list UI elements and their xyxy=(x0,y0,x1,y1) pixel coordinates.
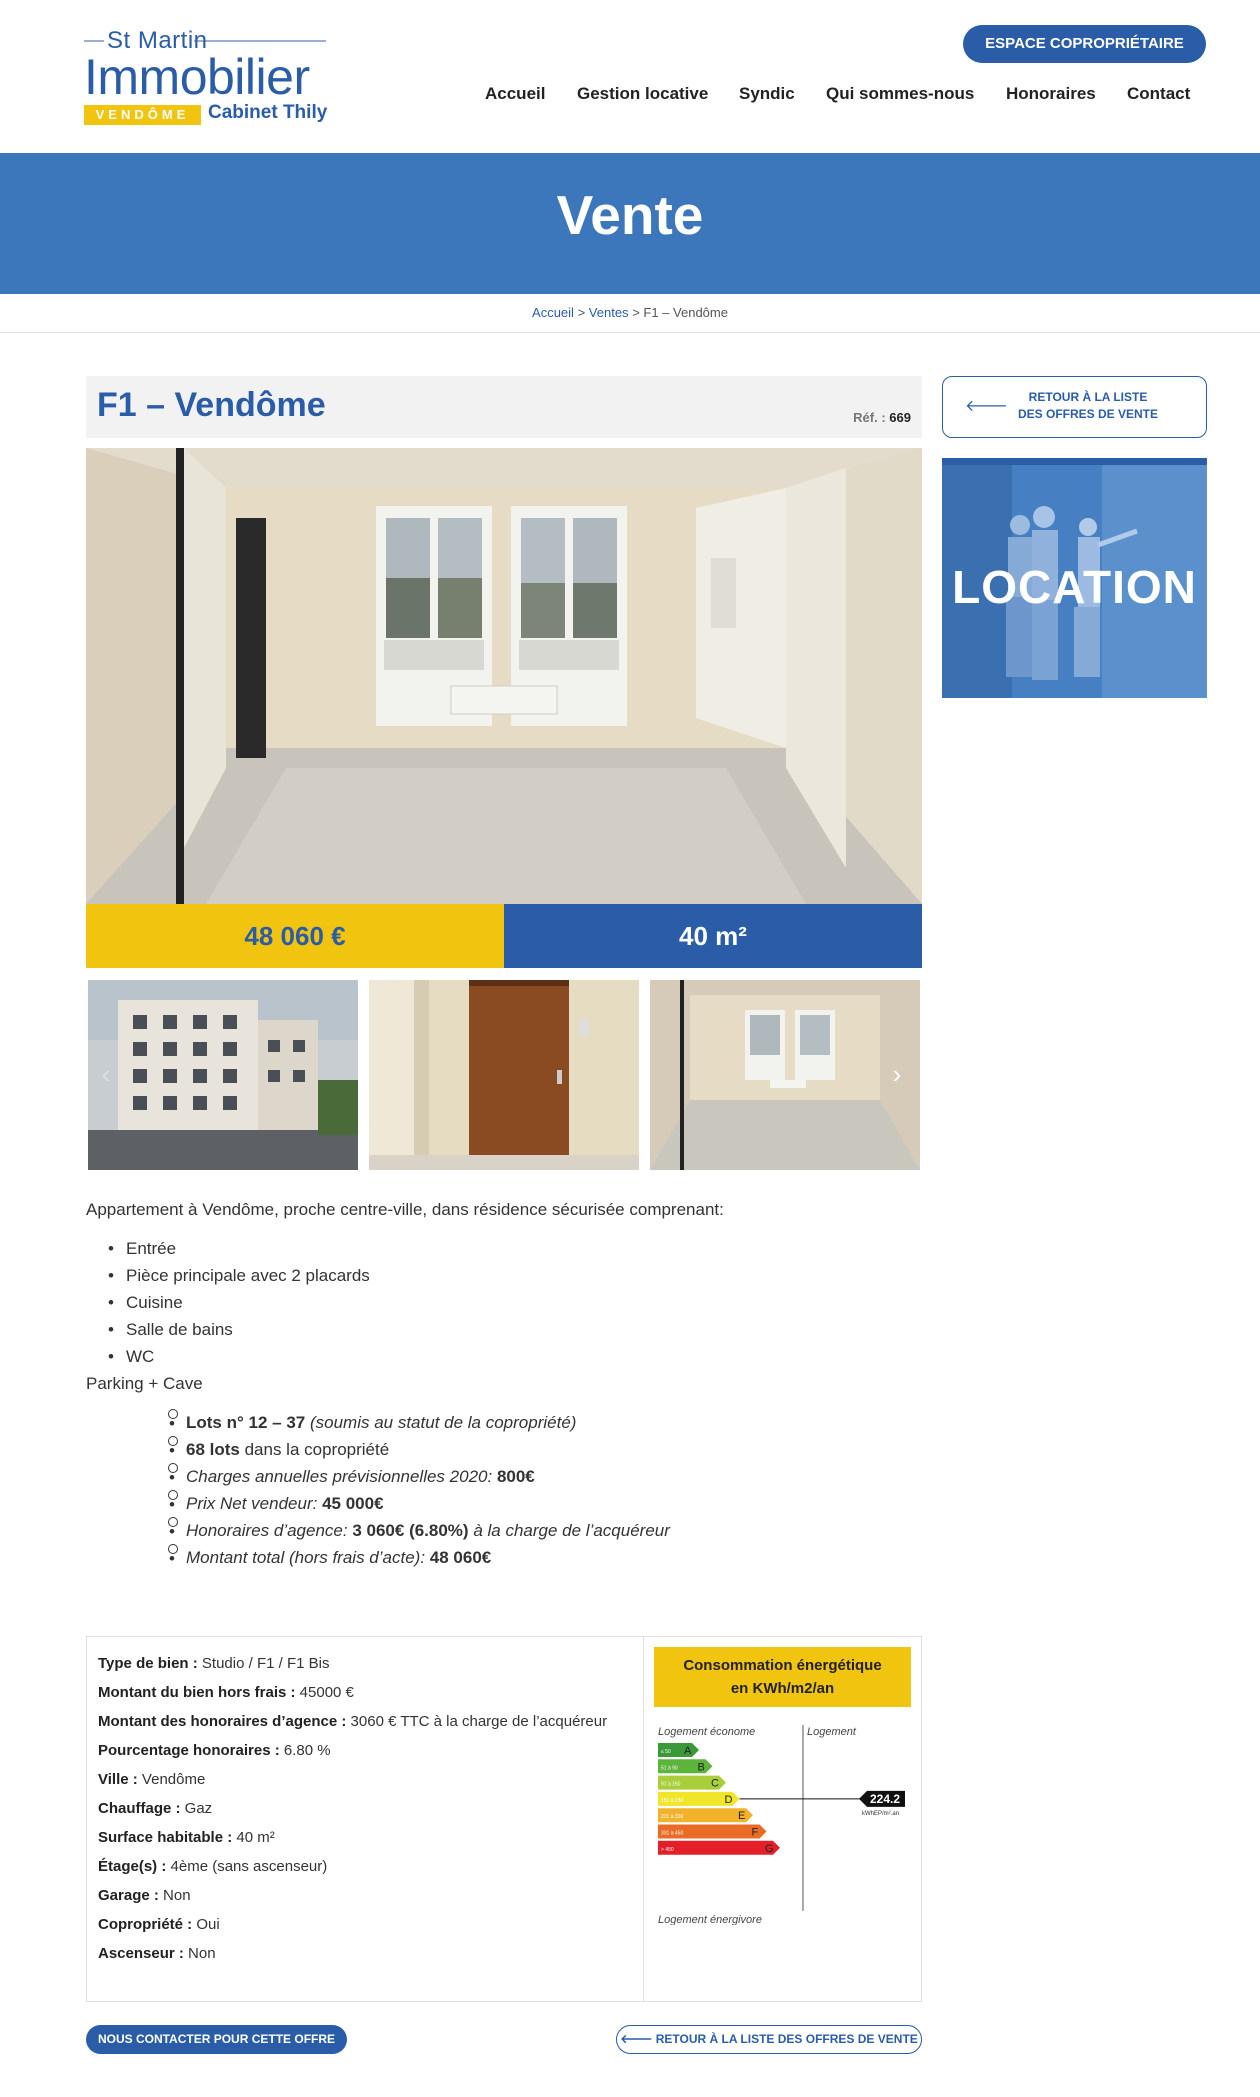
energy-heading xyxy=(654,1647,911,1707)
net-price-label: Prix Net vendeur: xyxy=(186,1494,318,1513)
contact-offer-button[interactable]: NOUS CONTACTER POUR CETTE OFFRE xyxy=(86,2025,347,2054)
total-value: 48 060€ xyxy=(429,1548,492,1567)
detail-key: Copropriété : xyxy=(98,1916,193,1933)
energy-bar-letter: B xyxy=(697,1761,705,1774)
energy-bar-range: 51 à 90 xyxy=(661,1765,678,1772)
room-item: • Salle de bains xyxy=(86,1316,922,1343)
energy-unit: kWhEP/m².an xyxy=(862,1810,900,1817)
energy-bar-g xyxy=(658,1841,780,1855)
nav-contact[interactable]: Contact xyxy=(1127,84,1191,103)
breadcrumb xyxy=(0,305,1260,320)
room-item: • Cuisine xyxy=(86,1289,922,1316)
detail-row xyxy=(98,1881,638,1910)
net-price-value: 45 000€ xyxy=(322,1494,384,1513)
breadcrumb-home[interactable]: Accueil xyxy=(532,305,574,320)
description-extras: Parking + Cave xyxy=(86,1374,203,1393)
fees-value: 3 060€ (6.80%) xyxy=(352,1521,469,1540)
site-header xyxy=(0,0,1260,153)
charges-label: Charges annuelles prévisionnelles 2020: xyxy=(186,1467,493,1486)
rooms-list xyxy=(86,1235,922,1370)
energy-bar-letter: C xyxy=(711,1777,719,1790)
detail-row xyxy=(98,1736,638,1765)
energy-econome-label: Logement économe xyxy=(658,1726,756,1738)
lots-count: 68 lots xyxy=(186,1440,240,1459)
detail-row xyxy=(98,1939,638,1968)
detail-key: Ville : xyxy=(98,1771,138,1788)
detail-value: Studio / F1 / F1 Bis xyxy=(201,1655,330,1672)
back-to-list-label: RETOUR À LA LISTE DES OFFRES DE VENTE xyxy=(655,2032,918,2046)
detail-value: 4ème (sans ascenseur) xyxy=(170,1858,328,1875)
sidebar-back-button[interactable] xyxy=(942,376,1207,438)
sidebar-back-line2: DES OFFRES DE VENTE xyxy=(1017,407,1159,421)
energy-title-line1: Consommation énergétique xyxy=(683,1657,882,1674)
detail-value: 40 m² xyxy=(236,1829,275,1846)
energy-title-line2: en KWh/m2/an xyxy=(730,1680,835,1697)
nav-honoraires[interactable]: Honoraires xyxy=(1006,84,1096,103)
room-item: • Entrée xyxy=(86,1235,922,1262)
detail-row xyxy=(98,1910,638,1939)
espace-coproprietaire-button[interactable]: ESPACE COPROPRIÉTAIRE xyxy=(963,25,1206,63)
detail-key: Montant des honoraires d’agence : xyxy=(98,1713,347,1730)
detail-row xyxy=(98,1678,638,1707)
back-to-list-button[interactable] xyxy=(616,2025,922,2054)
detail-value: 6.80 % xyxy=(283,1742,331,1759)
listing-description xyxy=(86,1196,922,1571)
sidebar-back-line1: RETOUR À LA LISTE xyxy=(1028,390,1148,404)
lots-count-text: dans la copropriété xyxy=(244,1440,390,1459)
room-photo xyxy=(86,448,922,904)
thumbnail-building[interactable] xyxy=(88,980,358,1170)
room-item: • WC xyxy=(86,1343,922,1370)
details-list xyxy=(98,1649,638,1968)
thumbnail-entrance[interactable] xyxy=(369,980,639,1170)
logo-vendome: VENDÔME xyxy=(84,105,201,125)
detail-value: Gaz xyxy=(184,1800,213,1817)
lots-item xyxy=(146,1544,922,1571)
energy-bar-range: > 450 xyxy=(661,1846,674,1853)
energy-bar-letter: G xyxy=(765,1842,774,1855)
chevron-right-icon[interactable]: › xyxy=(892,1059,902,1089)
detail-key: Étage(s) : xyxy=(98,1858,167,1875)
room-thumb-photo xyxy=(650,980,920,1170)
surface-box: 40 m² xyxy=(504,904,922,968)
nav-gestion-locative[interactable]: Gestion locative xyxy=(577,84,709,103)
breadcrumb-current: F1 – Vendôme xyxy=(643,305,728,320)
fees-label: Honoraires d’agence: xyxy=(186,1521,348,1540)
building-photo xyxy=(88,980,358,1170)
logo-divider-right xyxy=(194,40,326,42)
lots-note: (soumis au statut de la copropriété) xyxy=(309,1413,577,1432)
logo-cabinet: Cabinet Thily xyxy=(208,102,328,123)
energy-bar-letter: E xyxy=(738,1810,746,1823)
lots-list xyxy=(146,1409,922,1571)
detail-value: Non xyxy=(188,1945,216,1962)
detail-key: Pourcentage honoraires : xyxy=(98,1742,280,1759)
page-title: Vente xyxy=(556,184,704,246)
ref-label: Réf. : xyxy=(853,410,886,425)
breadcrumb-divider xyxy=(0,332,1260,333)
page-banner xyxy=(0,153,1260,294)
detail-row xyxy=(98,1649,638,1678)
thumbnail-room[interactable] xyxy=(650,980,920,1170)
site-logo[interactable] xyxy=(84,22,334,132)
listing-reference xyxy=(853,410,911,425)
energy-bar-range: ≤ 50 xyxy=(661,1749,671,1755)
breadcrumb-separator: > xyxy=(577,305,586,320)
detail-value: 45000 € xyxy=(299,1684,354,1701)
details-separator xyxy=(643,1637,644,2001)
detail-row xyxy=(98,1765,638,1794)
energy-value: 224.2 xyxy=(870,1791,901,1806)
main-photo[interactable] xyxy=(86,448,922,904)
ref-value: 669 xyxy=(889,410,911,425)
detail-key: Chauffage : xyxy=(98,1800,181,1817)
charges-value: 800€ xyxy=(496,1467,535,1486)
location-label: LOCATION xyxy=(952,561,1197,613)
carousel-prev-icon[interactable]: ‹ xyxy=(101,1059,111,1089)
energy-bar-range: 331 à 450 xyxy=(661,1830,684,1837)
detail-key: Surface habitable : xyxy=(98,1829,233,1846)
details-box xyxy=(86,1636,922,2002)
logo-st-martin: St Martin xyxy=(107,27,208,54)
fees-note: à la charge de l’acquéreur xyxy=(473,1521,670,1540)
energy-value-badge xyxy=(859,1791,905,1817)
energy-bar-letter: F xyxy=(751,1826,759,1839)
price-box: 48 060 € xyxy=(86,904,504,968)
energy-bar-range: 231 à 330 xyxy=(661,1814,684,1821)
listing-title-bar xyxy=(86,376,922,438)
arrow-left-icon: 🡐 xyxy=(620,2032,653,2046)
breadcrumb-separator: > xyxy=(632,305,640,320)
detail-key: Garage : xyxy=(98,1887,159,1904)
nav-qui-sommes-nous[interactable]: Qui sommes-nous xyxy=(826,84,975,103)
location-promo-card[interactable] xyxy=(942,458,1207,698)
lots-numbers: Lots n° 12 – 37 xyxy=(186,1413,306,1432)
energy-bar-range: 151 à 230 xyxy=(661,1797,684,1804)
nav-syndic[interactable]: Syndic xyxy=(739,84,795,103)
entrance-photo xyxy=(369,980,639,1170)
description-intro: Appartement à Vendôme, proche centre-ville, dans résidence sécurisée comprenant: xyxy=(86,1200,724,1219)
energy-logement-label: Logement xyxy=(807,1726,856,1738)
main-nav xyxy=(480,84,1200,108)
energy-bar-letter: D xyxy=(724,1793,733,1806)
logo-divider-left xyxy=(84,40,104,42)
detail-key: Type de bien : xyxy=(98,1655,198,1672)
lots-item xyxy=(146,1463,922,1490)
energy-bar-letter: A xyxy=(684,1745,692,1757)
detail-row xyxy=(98,1707,638,1736)
lots-item xyxy=(146,1490,922,1517)
nav-accueil[interactable]: Accueil xyxy=(485,84,546,103)
total-label: Montant total (hors frais d’acte): xyxy=(186,1548,426,1567)
energy-rating-chart xyxy=(654,1725,914,1925)
room-item: • Pièce principale avec 2 placards xyxy=(86,1262,922,1289)
detail-key: Ascenseur : xyxy=(98,1945,184,1962)
lots-item xyxy=(146,1436,922,1463)
detail-value: Vendôme xyxy=(141,1771,206,1788)
lots-item xyxy=(146,1409,922,1436)
detail-key: Montant du bien hors frais : xyxy=(98,1684,296,1701)
sidebar-back-label xyxy=(993,389,1183,423)
detail-value: 3060 € TTC à la charge de l’acquéreur xyxy=(350,1713,608,1730)
detail-value: Non xyxy=(163,1887,191,1904)
energy-bar-range: 91 à 150 xyxy=(661,1781,681,1788)
lots-item xyxy=(146,1517,922,1544)
detail-row xyxy=(98,1794,638,1823)
detail-row xyxy=(98,1852,638,1881)
detail-value: Oui xyxy=(196,1916,220,1933)
detail-row xyxy=(98,1823,638,1852)
arrow-left-icon: 🡐 xyxy=(965,398,1008,415)
breadcrumb-ventes[interactable]: Ventes xyxy=(588,305,629,320)
logo-immobilier: Immobilier xyxy=(84,49,310,105)
listing-title: F1 – Vendôme xyxy=(97,386,326,424)
energy-energivore-label: Logement énergivore xyxy=(658,1914,762,1925)
